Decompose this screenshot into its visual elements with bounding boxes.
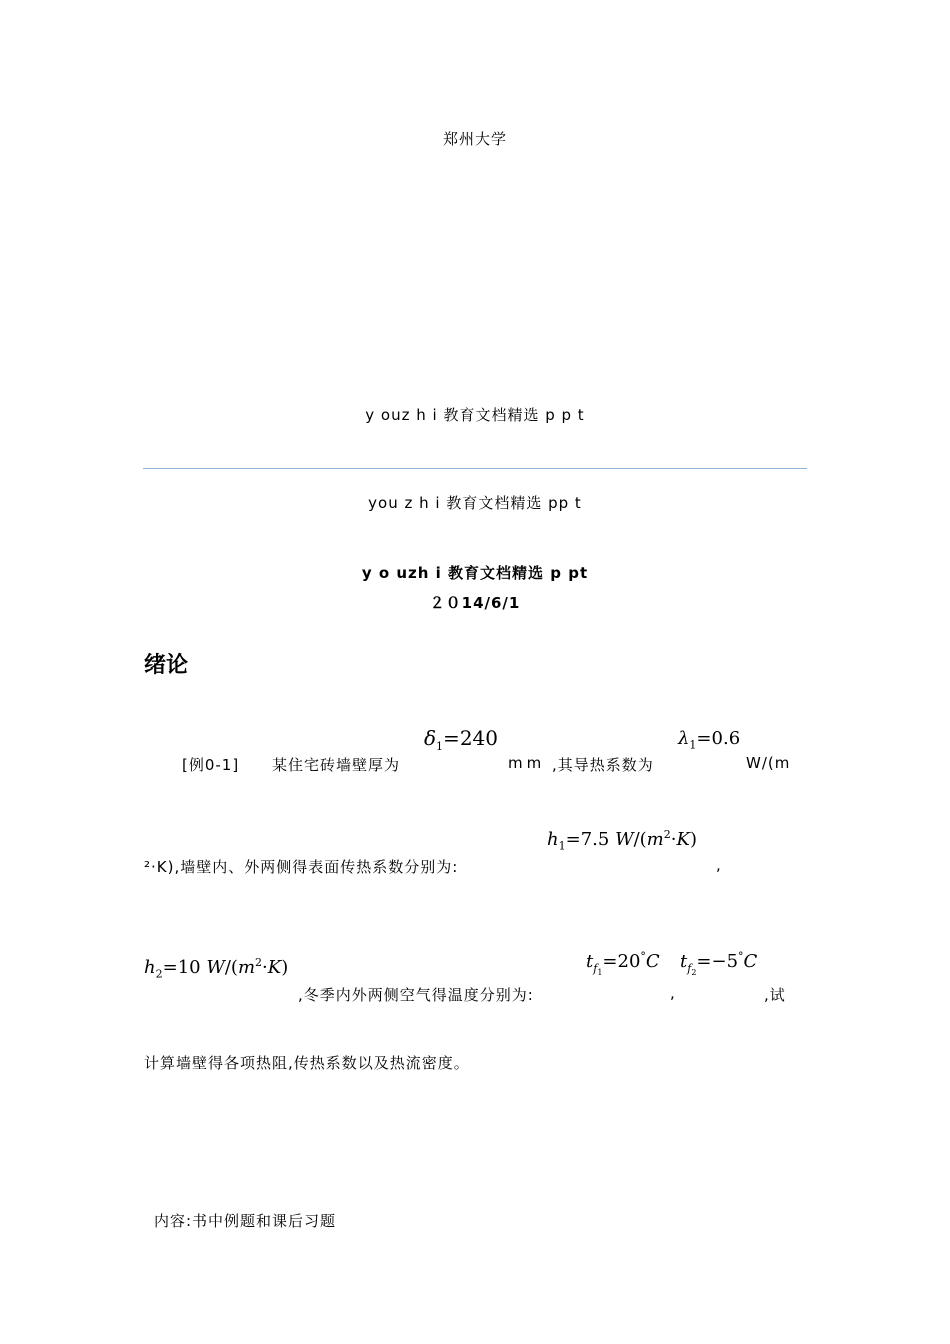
h1-formula: $h_1=7.5$ $W/(m^2\cdot K)$ (547, 828, 697, 853)
contents-note: 内容:书中例题和课后习题 (154, 1212, 337, 1230)
comma-2: , (670, 984, 676, 1002)
h1-value: 7.5 (580, 829, 610, 850)
unit-w-start: W/(m (746, 754, 791, 772)
banner-line-3: y o uzh i 教育文档精选 p pt (361, 564, 589, 582)
example-text-4: 计算墙壁得各项热阻,传热系数以及热流密度。 (144, 1054, 470, 1072)
tf1-value: 20 (617, 951, 641, 972)
banner-line-2: you z h i 教育文档精选 pp t (368, 494, 582, 512)
delta-formula: $\delta_1=240$ (424, 726, 498, 753)
banner-line-1: y ouz h i 教育文档精选 p p t (365, 406, 585, 424)
tf2-formula: $t_{f_2}=-5^\circ C$ (680, 950, 758, 977)
tf2-value: −5 (711, 951, 739, 972)
lambda-value: 0.6 (711, 728, 741, 749)
comma-1: , (716, 856, 722, 874)
unit-mm: mm (508, 754, 546, 772)
tf1-formula: $t_{f_1}=20^\circ C$ (586, 950, 660, 977)
divider-line (143, 468, 807, 469)
delta-value: 240 (459, 726, 498, 750)
unit-w-end-text: ²·K),墙壁内、外两侧得表面传热系数分别为: (144, 858, 459, 876)
example-label: [例0-1] (182, 756, 240, 774)
university-header: 郑州大学 (442, 130, 507, 148)
h2-formula: $h_2=10$ $W/(m^2\cdot K)$ (144, 956, 289, 981)
lambda-formula: $\lambda_1=0.6$ (678, 728, 741, 752)
example-text-1: 某住宅砖墙壁厚为 (272, 756, 401, 774)
example-text-2: ,其导热系数为 (552, 756, 654, 774)
section-title: 绪论 (144, 653, 189, 678)
h2-value: 10 (177, 957, 201, 978)
example-text-3: ,冬季内外两侧空气得温度分别为: (298, 986, 534, 1004)
date-line: ２０14/6/1 (429, 594, 521, 612)
example-text-3-end: ,试 (764, 986, 786, 1004)
